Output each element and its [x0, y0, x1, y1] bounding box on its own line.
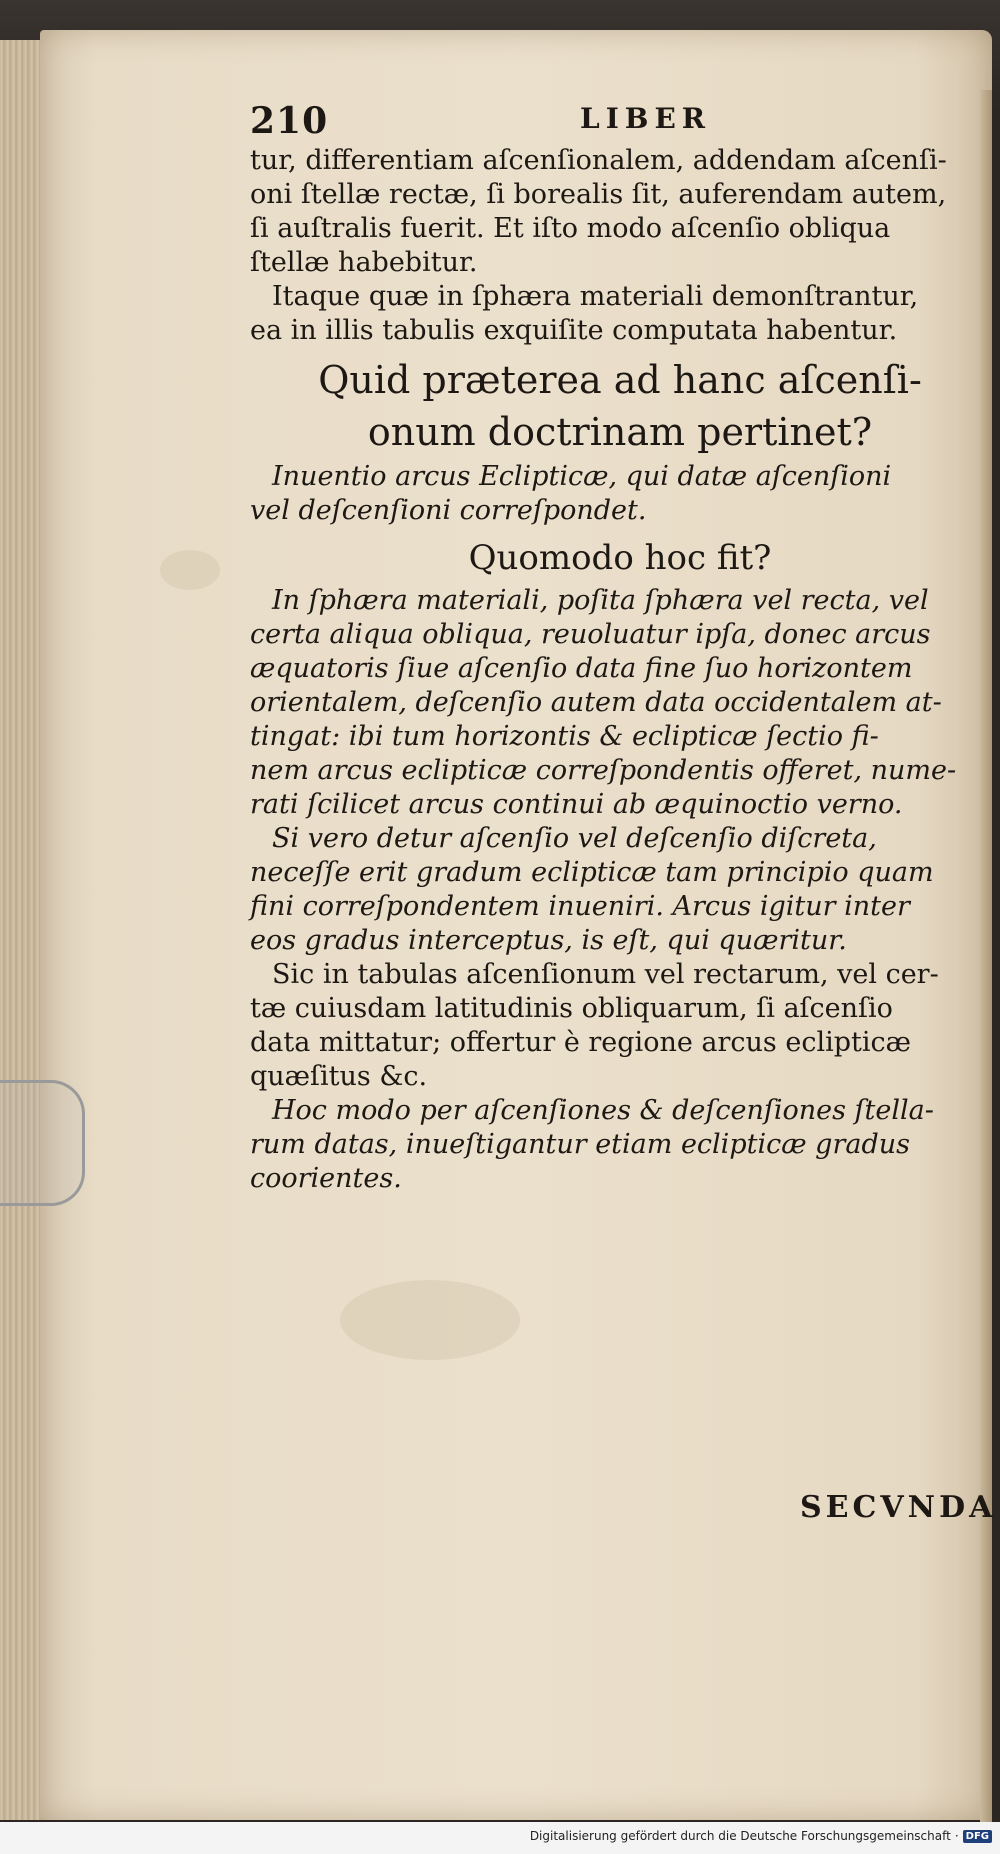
text-line: Itaque quæ in ſphæra materiali demonſtrantur, [272, 281, 919, 312]
paper-stain [160, 550, 220, 590]
question-heading [250, 534, 990, 582]
answer-paragraph [250, 822, 990, 958]
paragraph [250, 958, 990, 1094]
page-text [250, 100, 997, 1525]
text-line: Sic in tabulas aſcenſionum vel rectarum, vel cer- [272, 959, 939, 990]
text-line: æquatoris ſiue aſcenſio data fine ſuo horizontem [250, 653, 913, 684]
book-edge-left [0, 40, 44, 1820]
text-line: quæſitus &c. [250, 1061, 428, 1092]
text-line: data mittatur; offertur è regione arcus eclipticæ [250, 1027, 911, 1058]
text-line: orientalem, deſcenſio autem data occidentalem at- [250, 687, 942, 718]
answer-paragraph [250, 584, 990, 822]
heading-line: Quomodo hoc fit? [468, 538, 772, 578]
page-header [250, 100, 990, 144]
text-line: Inuentio arcus Eclipticæ, qui datæ aſcenſioni [272, 461, 892, 492]
text-line: In ſphæra materiali, poſita ſphæra vel recta, vel [272, 585, 929, 616]
text-line: fini correſpondentem inueniri. Arcus igitur inter [250, 891, 910, 922]
text-line: coorientes. [250, 1163, 402, 1194]
text-line: Hoc modo per aſcenſiones & deſcenſiones ſtella- [272, 1095, 934, 1126]
text-line: vel deſcenſioni correſpondet. [250, 495, 647, 526]
text-line: ea in illis tabulis exquiſite computata habentur. [250, 315, 898, 346]
answer-paragraph [250, 460, 990, 528]
text-line: tingat: ibi tum horizontis & eclipticæ ſectio fi- [250, 721, 879, 752]
digitization-credit: Digitalisierung gefördert durch die Deutsche Forschungsgemeinschaft · DFG [530, 1829, 992, 1843]
text-line: ſtellæ habebitur. [250, 247, 478, 278]
book-clasp [0, 1080, 85, 1206]
text-line: rum datas, inueſtigantur etiam eclipticæ gradus [250, 1129, 910, 1160]
heading-line: onum doctrinam pertinet? [367, 410, 873, 454]
heading-line: Quid præterea ad hanc aſcenſi- [318, 358, 922, 402]
text-line: neceſſe erit gradum eclipticæ tam principio quam [250, 857, 934, 888]
text-line: eos gradus interceptus, is eſt, qui quæritur. [250, 925, 847, 956]
paragraph [250, 280, 990, 348]
text-line: nem arcus eclipticæ correſpondentis offeret, nume- [250, 755, 957, 786]
dfg-logo-icon: DFG [963, 1830, 992, 1843]
text-line: ſi auſtralis fuerit. Et iſto modo aſcenſio obliqua [250, 213, 891, 244]
catchword: SECVNDA [800, 1490, 997, 1525]
answer-paragraph [250, 1094, 990, 1196]
text-line: oni ſtellæ rectæ, ſi borealis ſit, auferendam autem, [250, 179, 947, 210]
text-line: rati ſcilicet arcus continui ab æquinoctio verno. [250, 789, 903, 820]
text-line: certa aliqua obliqua, reuoluatur ipſa, donec arcus [250, 619, 931, 650]
page-number: 210 [250, 100, 329, 142]
question-heading [250, 354, 990, 458]
text-line: tæ cuiusdam latitudinis obliquarum, ſi aſcenſio [250, 993, 893, 1024]
paragraph [250, 144, 990, 280]
paper-stain [340, 1280, 520, 1360]
credit-text: Digitalisierung gefördert durch die Deutsche Forschungsgemeinschaft [529, 1829, 951, 1843]
text-line: Si vero detur aſcenſio vel deſcenſio diſcreta, [272, 823, 877, 854]
running-head: LIBER [580, 102, 712, 135]
text-line: tur, differentiam aſcenſionalem, addendam aſcenſi- [250, 145, 947, 176]
